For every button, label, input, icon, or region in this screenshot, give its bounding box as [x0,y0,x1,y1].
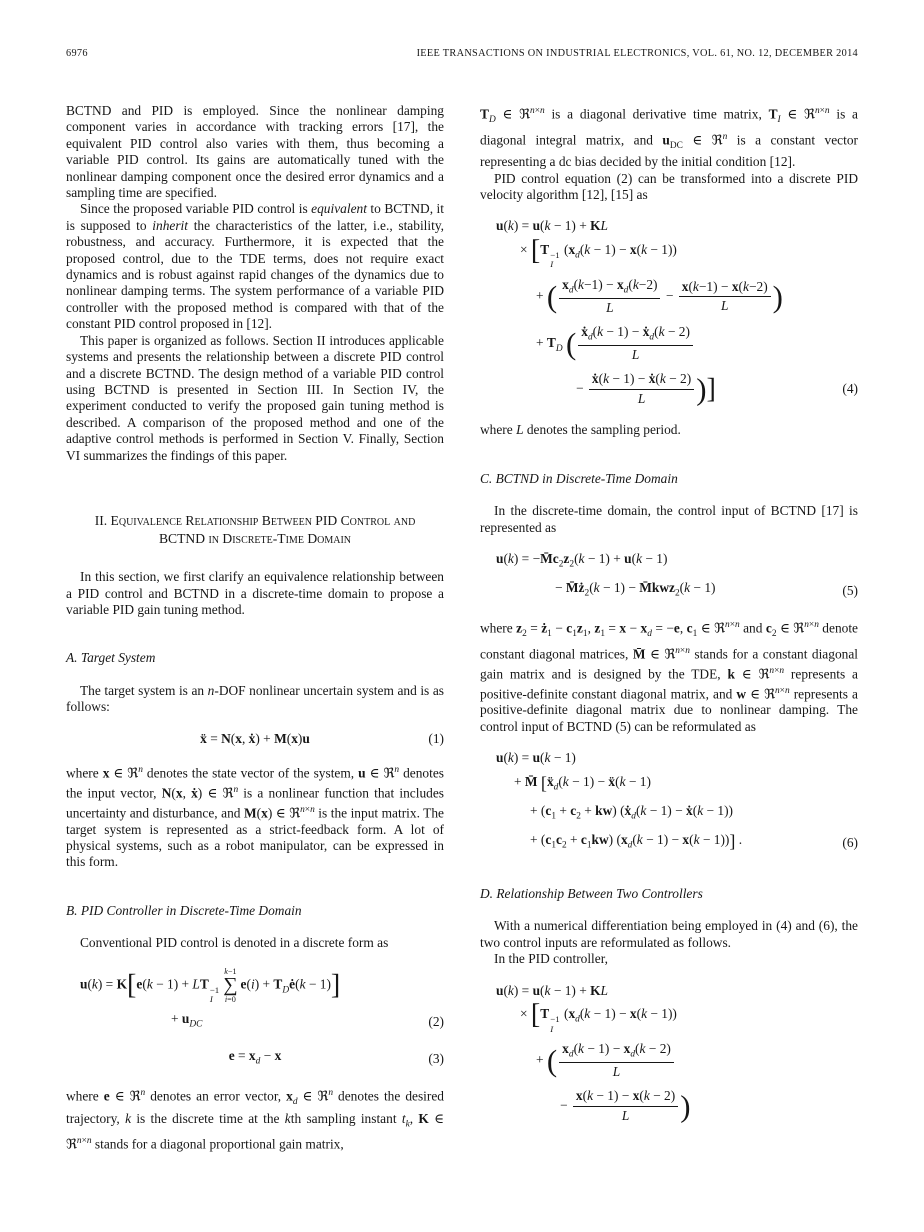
equation-2 [66,967,444,1034]
subsection-heading-a: A. Target System [66,650,156,666]
equation-body: − $M̄ż_2(k - 1)$ − M̄kwz$_2$(k − 1) [555,580,716,599]
equation-body: + $(c_1 + c_2 + kw)$ ($ẋ_d(k - 1)$ − ẋ(k − 1)) [530,802,734,822]
paragraph: where e ∈ ℜ$^n$ denotes an error vector, $x_d$ ∈ ℜ$^n$ denotes the desired trajectory, k is the discrete time at the kth sampling instant $t_k$, K ∈ ℜ$^{n\times n}$ stands for a diagonal proportional gain matrix, [66,1088,444,1152]
equation-body: − $\frac{x(k - 1) - x(k - 2)}{L}$ ) [560,1088,691,1124]
equation-line [480,983,858,999]
equation-body: + $u_{DC}$ [171,1011,203,1030]
equation-7 [480,983,858,1125]
paragraph: where x ∈ ℜ$^n$ denotes the state vector of the system, u ∈ ℜ$^n$ denotes the input vector, N(x, ẋ) ∈ ℜ$^n$ is a nonlinear function that includes uncertainty and disturbance, and M(x) ∈ ℜ$^{n\times n}$ is the input matrix. The target system is represented as a strict-feedback form. A lot of physical systems, such as a robot manipulator, can be expressed in this form. [66,764,445,870]
paragraph: In the PID controller, [494,951,608,967]
paragraph: BCTND and PID is employed. Since the nonlinear damping component varies in accordance with tracking errors [17], the equivalent PID control also varies with them, thus becoming a variable PID control. Its gains are automatically tuned with the nonlinear damping component once the desired error dynamics and a sampling time are specified. [66,103,444,201]
equation-body: u(k) = u(k − 1) + KL [496,982,608,998]
two-column-body [66,103,858,1153]
equation-number: (2) [428,1014,444,1030]
equation-body: + $(c_1c_2 + c_1kw) (x_d(k - 1) - x(k - 1))$] . [530,830,743,851]
paragraph: This paper is organized as follows. Section II introduces applicable systems and presents the relationship between a discrete PID control and a discrete BCTND. The design method of a variable PID control using BCTND is presented in Section III. In Section IV, the experiment conducted to verify the proposed gain tuning method is described. A comparison of the proposed method and one of the adaptive control methods is performed in Section V. Finally, Section VI summarizes the findings of this paper. [66,332,444,463]
equation-body: ẍ = N(x, ẋ) + M(x)u [200,730,310,746]
equation-number: (3) [428,1051,444,1067]
equation-4 [480,218,858,407]
equation-3 [66,1048,444,1070]
paragraph: where L denotes the sampling period. [480,422,681,438]
equation-line [66,967,444,1005]
equation-body: + M̄ [$ẍ_d(k - 1)$ − ẍ(k − 1) [514,772,651,793]
equation-line [66,731,444,747]
equation-line [480,234,858,270]
equation-body: u(k) = u(k − 1) [496,750,576,766]
equation-line [480,580,858,602]
equation-body: + ( $\frac{x_d(k - 1) - x_d(k - 2)}{L}$ [480,1041,676,1081]
equation-line [480,324,858,364]
equation-body: $e = x_d - x$ [228,1048,282,1067]
equation-line [66,1048,444,1070]
equation-line [480,750,858,766]
equation-number: (1) [428,730,444,746]
equation-number: (5) [842,583,858,599]
equation-body: u(k) = u(k − 1) + KL [496,218,608,234]
paragraph: Conventional PID control is denoted in a discrete form as [80,935,389,951]
equation-body: u(k) = K[e(k − 1) + LT −1 I k−1 ∑ i=0 $e(i) + T_Dė(k - 1)$] [80,966,341,1004]
equation-line [480,551,858,573]
equation-1 [66,731,444,747]
equation-body: $u(k) = -M̄c_2z_2(k - 1) + u(k - 1)$ [496,551,668,570]
equation-body: − $\frac{ẋ(k - 1) - ẋ(k - 2)}{L}$ )] [576,370,716,407]
paragraph: $T_D$ ∈ ℜ$^{n\times n}$ is a diagonal derivative time matrix, $T_I$ ∈ ℜ$^{n\times n}$ is a diagonal integral matrix, and $u_{DC}$ ∈ ℜ$^n$ is a constant vector representing a dc bias decided by the initial condition [12]. [480,106,858,170]
section-heading-2: II. Equivalence Relationship Between PID Control and BCTND in Discrete-Time Domain [94,512,416,546]
equation-body: + $T_D$ ( $\frac{ẋ_d(k - 1) - ẋ_d(k - 2)}{L}$ [480,324,695,364]
equation-line [480,998,858,1034]
equation-line [480,371,858,408]
equation-body: + ( $\frac{x_d(k-1) - x_d(k-2)}{L}$ − $\frac{x(k-1) - x(k-2)}{L}$ ) [536,276,783,316]
equation-5 [480,551,858,602]
running-header [66,48,858,59]
paragraph: where $z_2$ = $ż_1 - c_1z_1$, $z_1 = x - x_d = -e$, $c_1$ ∈ ℜ$^{n\times n}$ and $c_2$ ∈ ℜ$^{n\times n}$ denote constant diagonal matrices, M̄ ∈ ℜ$^{n\times n}$ stands for a constant diagonal gain matrix and is designed by the TDE, k ∈ ℜ$^{n\times n}$ represents a positive-definite constant diagonal matrix, and w ∈ ℜ$^{n\times n}$ represents a positive-definite diagonal matrix due to nonlinear damping. The control input of BCTND (5) can be reformulated as [480,620,859,734]
equation-line [480,1041,858,1081]
equation-line [480,774,858,796]
paragraph: In the discrete-time domain, the control input of BCTND [17] is represented as [480,503,858,535]
subsection-heading-b: B. PID Controller in Discrete-Time Domain [66,902,302,918]
paragraph: PID control equation (2) can be transformed into a discrete PID velocity algorithm [12], [15] as [480,170,858,202]
equation-body: × [T −1 I $(x_d(k - 1) - x(k - 1))$ [520,998,677,1034]
journal-title: IEEE TRANSACTIONS ON INDUSTRIAL ELECTRONICS, VOL. 61, NO. 12, DECEMBER 2014 [416,48,858,59]
paragraph: Since the proposed variable PID control is equivalent to BCTND, it is supposed to inherit the characteristics of the latter, i.e., stability, robustness, and accuracy. Furthermore, it is expected that the proposed control, due to the TDE terms, does not require exact dynamics and is robust against rapid changes of the dynamics due to nonlinear damping terms. The system performance of a variable PID controller with the proposed method is compared with that of the constant PID control proposed in [12]. [66,201,444,332]
paragraph: With a numerical differentiation being employed in (4) and (6), the two control inputs are reformulated as follows. [480,918,858,950]
paragraph: In this section, we first clarify an equivalence relationship between a PID control and BCTND in a discrete-time domain to propose a variable PID gain tuning method. [66,569,444,617]
equation-6 [480,750,858,854]
equation-number: (4) [842,381,858,397]
subsection-heading-c: C. BCTND in Discrete-Time Domain [480,470,678,486]
equation-line [480,218,858,234]
equation-line [480,277,858,317]
paragraph: The target system is an n-DOF nonlinear uncertain system and is as follows: [66,682,444,715]
right-column [480,103,858,1153]
equation-body: × [T −1 I $(x_d(k - 1) - x(k - 1))$ [520,234,677,270]
subsection-heading-d: D. Relationship Between Two Controllers [480,885,703,901]
equation-line [480,803,858,825]
equation-line [66,1011,444,1033]
left-column [66,103,444,1153]
equation-line [480,1088,858,1125]
equation-line [480,832,858,854]
equation-number: (6) [842,834,858,850]
page-number: 6976 [66,48,88,59]
